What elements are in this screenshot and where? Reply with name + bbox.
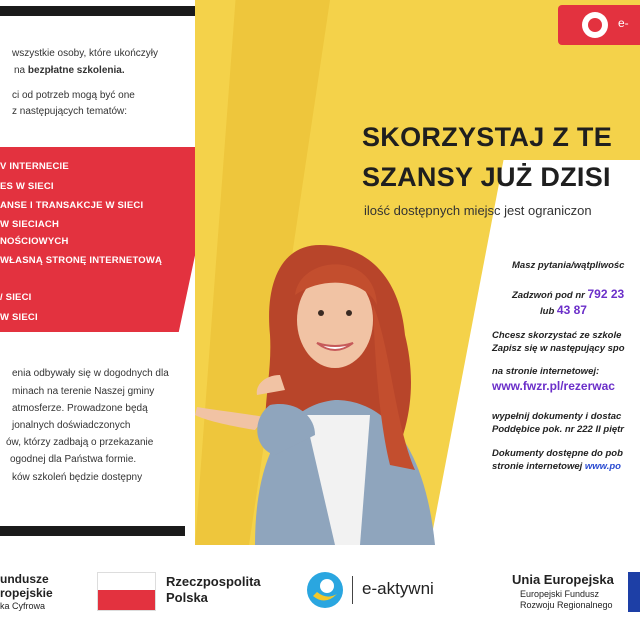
headline-line-1: SKORZYSTAJ Z TE xyxy=(362,122,613,152)
poland-flag-red xyxy=(97,590,156,611)
ue-logo-line-2: Europejski Fundusz xyxy=(520,589,600,599)
ue-logo-line-3: Rozwoju Regionalnego xyxy=(520,600,613,610)
intro-line-1: wszystkie osoby, które ukończyły xyxy=(12,48,158,59)
body-line-7: ków szkoleń będzie dostępny xyxy=(12,472,143,483)
body-line-5: ów, którzy zadbają o przekazanie xyxy=(6,437,154,448)
fill-line-1: wypełnij dokumenty i dostac xyxy=(492,411,622,422)
intro-line-4: z następujących tematów: xyxy=(12,106,128,117)
docs-link[interactable]: www.po xyxy=(584,461,621,472)
docs-line-2: stronie internetowej www.po xyxy=(492,461,621,472)
topic-item: ES W SIECI xyxy=(0,181,54,192)
topic-item: W SIECIACH xyxy=(0,219,59,230)
free-trainings-text: bezpłatne szkolenia. xyxy=(27,65,125,76)
topic-item: WŁASNĄ STRONĘ INTERNETOWĄ xyxy=(0,255,163,266)
subline: ilość dostępnych miejsc jest ograniczon xyxy=(364,203,592,218)
top-black-bar xyxy=(0,6,195,16)
or-line: lub 43 87 xyxy=(540,303,587,317)
registration-link[interactable]: www.fwzr.pl/rezerwac xyxy=(492,379,615,393)
want-line-2: Zapisz się w następujący spo xyxy=(492,343,625,354)
rp-logo-line-1: Rzeczpospolita xyxy=(166,574,261,589)
rp-logo-line-2: Polska xyxy=(166,590,208,605)
fe-logo-line-3: ka Cyfrowa xyxy=(0,601,46,611)
badge-text: e- xyxy=(618,16,629,30)
fe-logo-line-1: undusze xyxy=(0,572,49,586)
headline-line-2: SZANSY JUŻ DZISI xyxy=(362,162,611,192)
body-line-3: atmosferze. Prowadzone będą xyxy=(12,403,148,414)
fe-logo-line-2: ropejskie xyxy=(0,586,53,600)
topic-item: NOŚCIOWYCH xyxy=(0,236,69,247)
phone-number-1[interactable]: 792 23 xyxy=(587,287,625,301)
want-line-1: Chcesz skorzystać ze szkole xyxy=(492,330,622,341)
call-line: Zadzwoń pod nr 792 23 xyxy=(512,287,625,301)
phone-number-2[interactable]: 43 87 xyxy=(556,303,587,317)
e-aktywni-text: e-aktywni xyxy=(362,579,434,598)
body-line-6: ogodnej dla Państwa formie. xyxy=(10,454,137,465)
intro-line-2: na bezpłatne szkolenia. xyxy=(14,65,125,76)
body-line-1: enia odbywały się w dogodnych dla xyxy=(12,368,169,379)
body-line-2: minach na terenie Naszej gminy xyxy=(12,386,155,397)
poland-flag-white xyxy=(97,572,156,591)
e-aktywni-logo-icon xyxy=(582,12,608,38)
woman-pointing-image xyxy=(185,225,475,545)
body-line-4: jonalnych doświadczonych xyxy=(12,420,131,431)
fill-line-2: Poddębice pok. nr 222 II piętr xyxy=(492,424,624,435)
e-aktywni-logo-icon xyxy=(305,570,345,610)
intro-line-3: ci od potrzeb mogą być one xyxy=(12,90,135,101)
bottom-black-bar xyxy=(0,526,185,536)
topic-item: ANSE I TRANSAKCJE W SIECI xyxy=(0,200,144,211)
web-label: na stronie internetowej: xyxy=(492,366,600,377)
topic-item: W SIECI xyxy=(0,312,38,323)
eu-flag xyxy=(628,572,640,612)
topic-item: V INTERNECIE xyxy=(0,161,69,172)
logo-divider xyxy=(352,576,353,604)
ue-logo-line-1: Unia Europejska xyxy=(512,572,614,587)
questions-text: Masz pytania/wątpliwośc xyxy=(512,260,625,271)
topic-item: / SIECI xyxy=(0,292,32,303)
docs-line-1: Dokumenty dostępne do pob xyxy=(492,448,623,459)
